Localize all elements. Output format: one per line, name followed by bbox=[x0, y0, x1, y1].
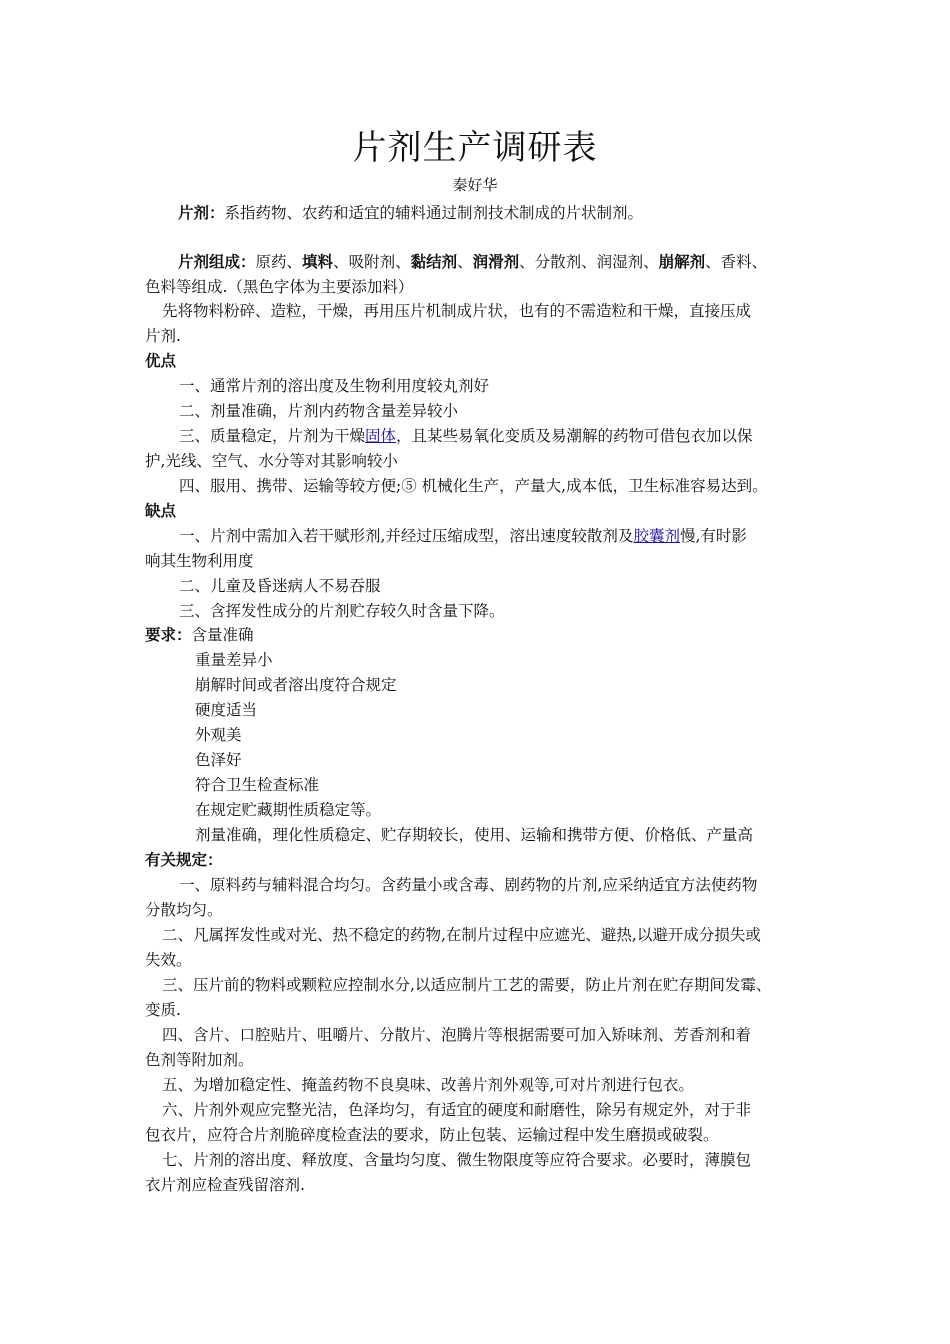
requirement-item: 剂量准确，理化性质稳定、贮存期较长，使用、运输和携带方便、价格低、产量高 bbox=[195, 826, 754, 844]
definition-paragraph: 片剂：系指药物、农药和适宜的辅料通过制剂技术制成的片状制剂。 bbox=[178, 203, 644, 222]
definition-text: 系指药物、农药和适宜的辅料通过制剂技术制成的片状制剂。 bbox=[224, 204, 644, 222]
regulation-6-line-2: 包衣片，应符合片剂脆碎度检查法的要求，防止包装、运输过程中发生磨损或破裂。 bbox=[145, 1126, 719, 1144]
requirement-item: 重量差异小 bbox=[195, 651, 273, 669]
regulation-5-line-1: 五、为增加稳定性、掩盖药物不良臭味、改善片剂外观等,可对片剂进行包衣。 bbox=[162, 1076, 694, 1094]
requirement-item: 硬度适当 bbox=[195, 701, 258, 719]
disadvantages-heading: 缺点 bbox=[145, 501, 177, 520]
advantage-item-3-line-2: 护,光线、空气、水分等对其影响较小 bbox=[145, 452, 398, 470]
requirement-item: 色泽好 bbox=[195, 751, 242, 769]
capsule-link[interactable]: 胶囊剂 bbox=[633, 527, 680, 545]
advantage-item-1: 一、通常片剂的溶出度及生物利用度较丸剂好 bbox=[179, 377, 490, 395]
requirement-item: 崩解时间或者溶出度符合规定 bbox=[195, 676, 397, 694]
composition-paragraph: 片剂组成：原药、填料、吸附剂、黏结剂、润滑剂、分散剂、润湿剂、崩解剂、香料、 bbox=[178, 252, 768, 271]
composition-line-2: 色料等组成.（黑色字体为主要添加料） bbox=[145, 278, 414, 296]
regulation-4-line-2: 色剂等附加剂。 bbox=[145, 1051, 254, 1069]
regulations-heading: 有关规定： bbox=[145, 850, 223, 869]
regulation-7-line-1: 七、片剂的溶出度、释放度、含量均匀度、微生物限度等应符合要求。必要时，薄膜包 bbox=[162, 1151, 752, 1169]
regulation-3-line-1: 三、压片前的物料或颗粒应控制水分,以适应制片工艺的需要，防止片剂在贮存期间发霉、 bbox=[162, 976, 772, 994]
advantage-item-4: 四、服用、携带、运输等较方便;⑤ 机械化生产，产量大,成本低，卫生标准容易达到。 bbox=[179, 477, 768, 495]
regulation-7-line-2: 衣片剂应检查残留溶剂. bbox=[145, 1176, 305, 1194]
regulation-1-line-1: 一、原料药与辅料混合均匀。含药量小或含毒、剧药物的片剂,应采纳适宜方法使药物 bbox=[179, 876, 758, 894]
regulation-3-line-2: 变质. bbox=[145, 1001, 181, 1019]
disadvantage-item-2: 二、儿童及昏迷病人不易吞服 bbox=[179, 577, 381, 595]
process-line-1: 先将物料粉碎、造粒，干燥，再用压片机制成片状，也有的不需造粒和干燥，直接压成 bbox=[162, 302, 752, 320]
disadvantage-item-1-line-2: 响其生物利用度 bbox=[145, 552, 254, 570]
disadvantage-item-1: 一、片剂中需加入若干赋形剂,并经过压缩成型，溶出速度较散剂及胶囊剂慢,有时影 bbox=[179, 527, 747, 545]
solid-link[interactable]: 固体 bbox=[365, 427, 397, 445]
requirement-item: 含量准确 bbox=[191, 626, 254, 644]
requirement-item: 符合卫生检查标准 bbox=[195, 776, 320, 794]
advantages-heading: 优点 bbox=[145, 351, 177, 370]
disadvantage-item-3: 三、含挥发性成分的片剂贮存较久时含量下降。 bbox=[179, 602, 505, 620]
advantage-item-2: 二、剂量准确，片剂内药物含量差异较小 bbox=[179, 402, 459, 420]
definition-label: 片剂 bbox=[178, 203, 210, 222]
regulation-2-line-1: 二、凡属挥发性或对光、热不稳定的药物,在制片过程中应遮光、避热,以避开成分损失或 bbox=[162, 926, 761, 944]
requirements-first-line: 要求：含量准确 bbox=[145, 625, 254, 644]
requirement-item: 在规定贮藏期性质稳定等。 bbox=[195, 801, 382, 819]
advantage-item-3: 三、质量稳定，片剂为干燥固体，且某些易氧化变质及易潮解的药物可借包衣加以保 bbox=[179, 427, 753, 445]
process-line-2: 片剂. bbox=[145, 327, 181, 345]
page-title: 片剂生产调研表 bbox=[352, 128, 598, 168]
regulation-1-line-2: 分散均匀。 bbox=[145, 901, 223, 919]
author: 秦好华 bbox=[452, 176, 498, 194]
requirements-heading: 要求 bbox=[145, 625, 177, 644]
requirement-item: 外观美 bbox=[195, 726, 242, 744]
regulation-4-line-1: 四、含片、口腔贴片、咀嚼片、分散片、泡腾片等根据需要可加入矫味剂、芳香剂和着 bbox=[162, 1026, 752, 1044]
regulation-6-line-1: 六、片剂外观应完整光洁，色泽均匀，有适宜的硬度和耐磨性，除另有规定外，对于非 bbox=[162, 1101, 752, 1119]
composition-label: 片剂组成 bbox=[178, 252, 241, 271]
regulation-2-line-2: 失效。 bbox=[145, 951, 192, 969]
